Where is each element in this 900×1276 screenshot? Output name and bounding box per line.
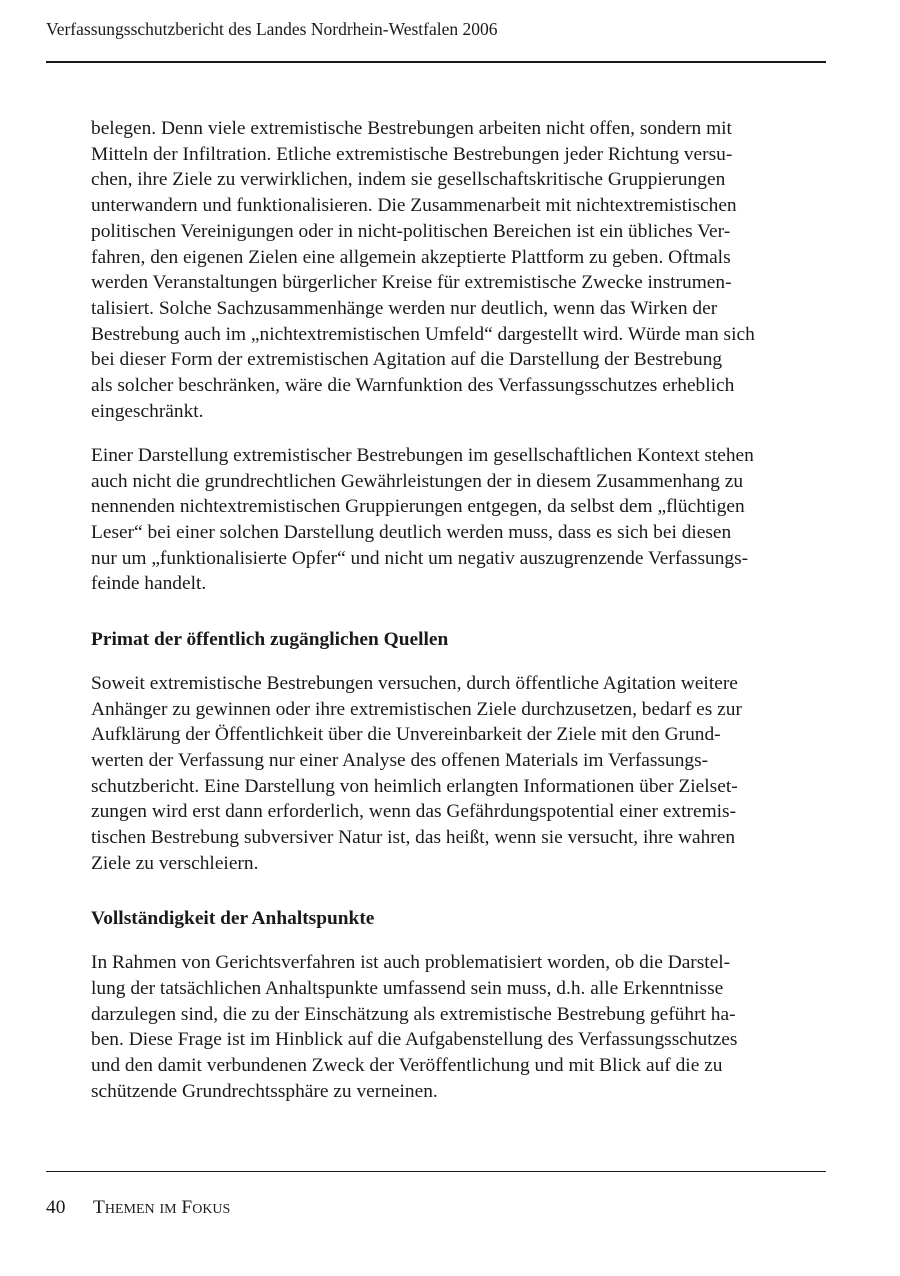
page-body <box>91 116 831 1123</box>
paragraph <box>91 443 831 597</box>
text-line: Aufklärung der Öffentlichkeit über die Unvereinbarkeit der Ziele mit den Grund- <box>91 724 721 746</box>
text-line: nur um „funktionalisierte Opfer“ und nicht um negativ auszugrenzende Verfassungs- <box>91 547 749 569</box>
text-line: belegen. Denn viele extremistische Bestrebungen arbeiten nicht offen, sondern mit <box>91 118 732 139</box>
header-rule <box>46 61 826 63</box>
text-line: Mitteln der Infiltration. Etliche extremistische Bestrebungen jeder Richtung versu- <box>91 143 733 165</box>
text-line: auch nicht die grundrechtlichen Gewährleistungen der in diesem Zusammenhang zu <box>91 470 744 492</box>
text-line: lung der tatsächlichen Anhaltspunkte umfassend sein muss, d.h. alle Erkenntnisse <box>91 977 724 999</box>
text-line: Einer Darstellung extremistischer Bestrebungen im gesellschaftlichen Kontext stehen <box>91 444 754 466</box>
footer-section-title: Themen im Fokus <box>93 1197 231 1218</box>
text-line: werten der Verfassung nur einer Analyse des offenen Materials im Verfassungs- <box>91 749 709 771</box>
text-line: chen, ihre Ziele zu verwirklichen, indem sie gesellschaftskritische Gruppierungen <box>91 169 726 191</box>
text-line: tischen Bestrebung subversiver Natur ist, das heißt, wenn sie versucht, ihre wahren <box>91 827 736 849</box>
text-line: Soweit extremistische Bestrebungen versuchen, durch öffentliche Agitation weitere <box>91 672 738 694</box>
text-line: Leser“ bei einer solchen Darstellung deutlich werden muss, dass es sich bei diesen <box>91 522 732 544</box>
text-line: bei dieser Form der extremistischen Agitation auf die Darstellung der Bestrebung <box>91 349 723 371</box>
footer-rule <box>46 1171 826 1172</box>
text-line: ben. Diese Frage ist im Hinblick auf die Aufgabenstellung des Verfassungsschutzes <box>91 1029 738 1051</box>
text-line: eingeschränkt. <box>91 400 204 422</box>
text-line: werden Veranstaltungen bürgerlicher Kreise für extremistische Zwecke instrumen- <box>91 272 732 294</box>
text-line: Ziele zu verschleiern. <box>91 852 259 874</box>
text-line: darzulegen sind, die zu der Einschätzung als extremistische Bestrebung geführt ha- <box>91 1003 736 1025</box>
text-line: talisiert. Solche Sachzusammenhänge werden nur deutlich, wenn das Wirken der <box>91 297 718 319</box>
section-heading: Vollständigkeit der Anhaltspunkte <box>91 908 375 930</box>
text-line: politischen Vereinigungen oder in nicht-politischen Bereichen ist ein übliches Ver- <box>91 220 731 242</box>
text-line: als solcher beschränken, wäre die Warnfunktion des Verfassungsschutzes erheblich <box>91 375 735 397</box>
text-line: schutzbericht. Eine Darstellung von heimlich erlangten Informationen über Zielset- <box>91 775 738 797</box>
paragraph <box>91 116 831 424</box>
text-line: schützende Grundrechtssphäre zu verneinen. <box>91 1080 438 1102</box>
text-line: Anhänger zu gewinnen oder ihre extremistischen Ziele durchzusetzen, bedarf es zur <box>91 698 742 720</box>
text-line: feinde handelt. <box>91 573 207 595</box>
text-line: unterwandern und funktionalisieren. Die Zusammenarbeit mit nichtextremistischen <box>91 195 737 217</box>
text-line: fahren, den eigenen Zielen eine allgemein akzeptierte Plattform zu geben. Oftmals <box>91 246 731 268</box>
page-number: 40 <box>46 1197 66 1218</box>
text-line: und den damit verbundenen Zweck der Veröffentlichung und mit Blick auf die zu <box>91 1055 723 1076</box>
page-footer <box>46 1196 230 1220</box>
text-line: In Rahmen von Gerichtsverfahren ist auch problematisiert worden, ob die Darstel- <box>91 952 731 974</box>
paragraph <box>91 671 831 877</box>
section-heading: Primat der öffentlich zugänglichen Quellen <box>91 629 449 651</box>
running-header: Verfassungsschutzbericht des Landes Nordrhein-Westfalen 2006 <box>46 19 498 39</box>
text-line: nennenden nichtextremistischen Gruppierungen entgegen, da selbst dem „flüchtigen <box>91 496 745 518</box>
text-line: Bestrebung auch im „nichtextremistischen Umfeld“ dargestellt wird. Würde man sich <box>91 323 755 345</box>
paragraph <box>91 950 831 1104</box>
text-line: zungen wird erst dann erforderlich, wenn das Gefährdungspotential einer extremis- <box>91 801 737 823</box>
